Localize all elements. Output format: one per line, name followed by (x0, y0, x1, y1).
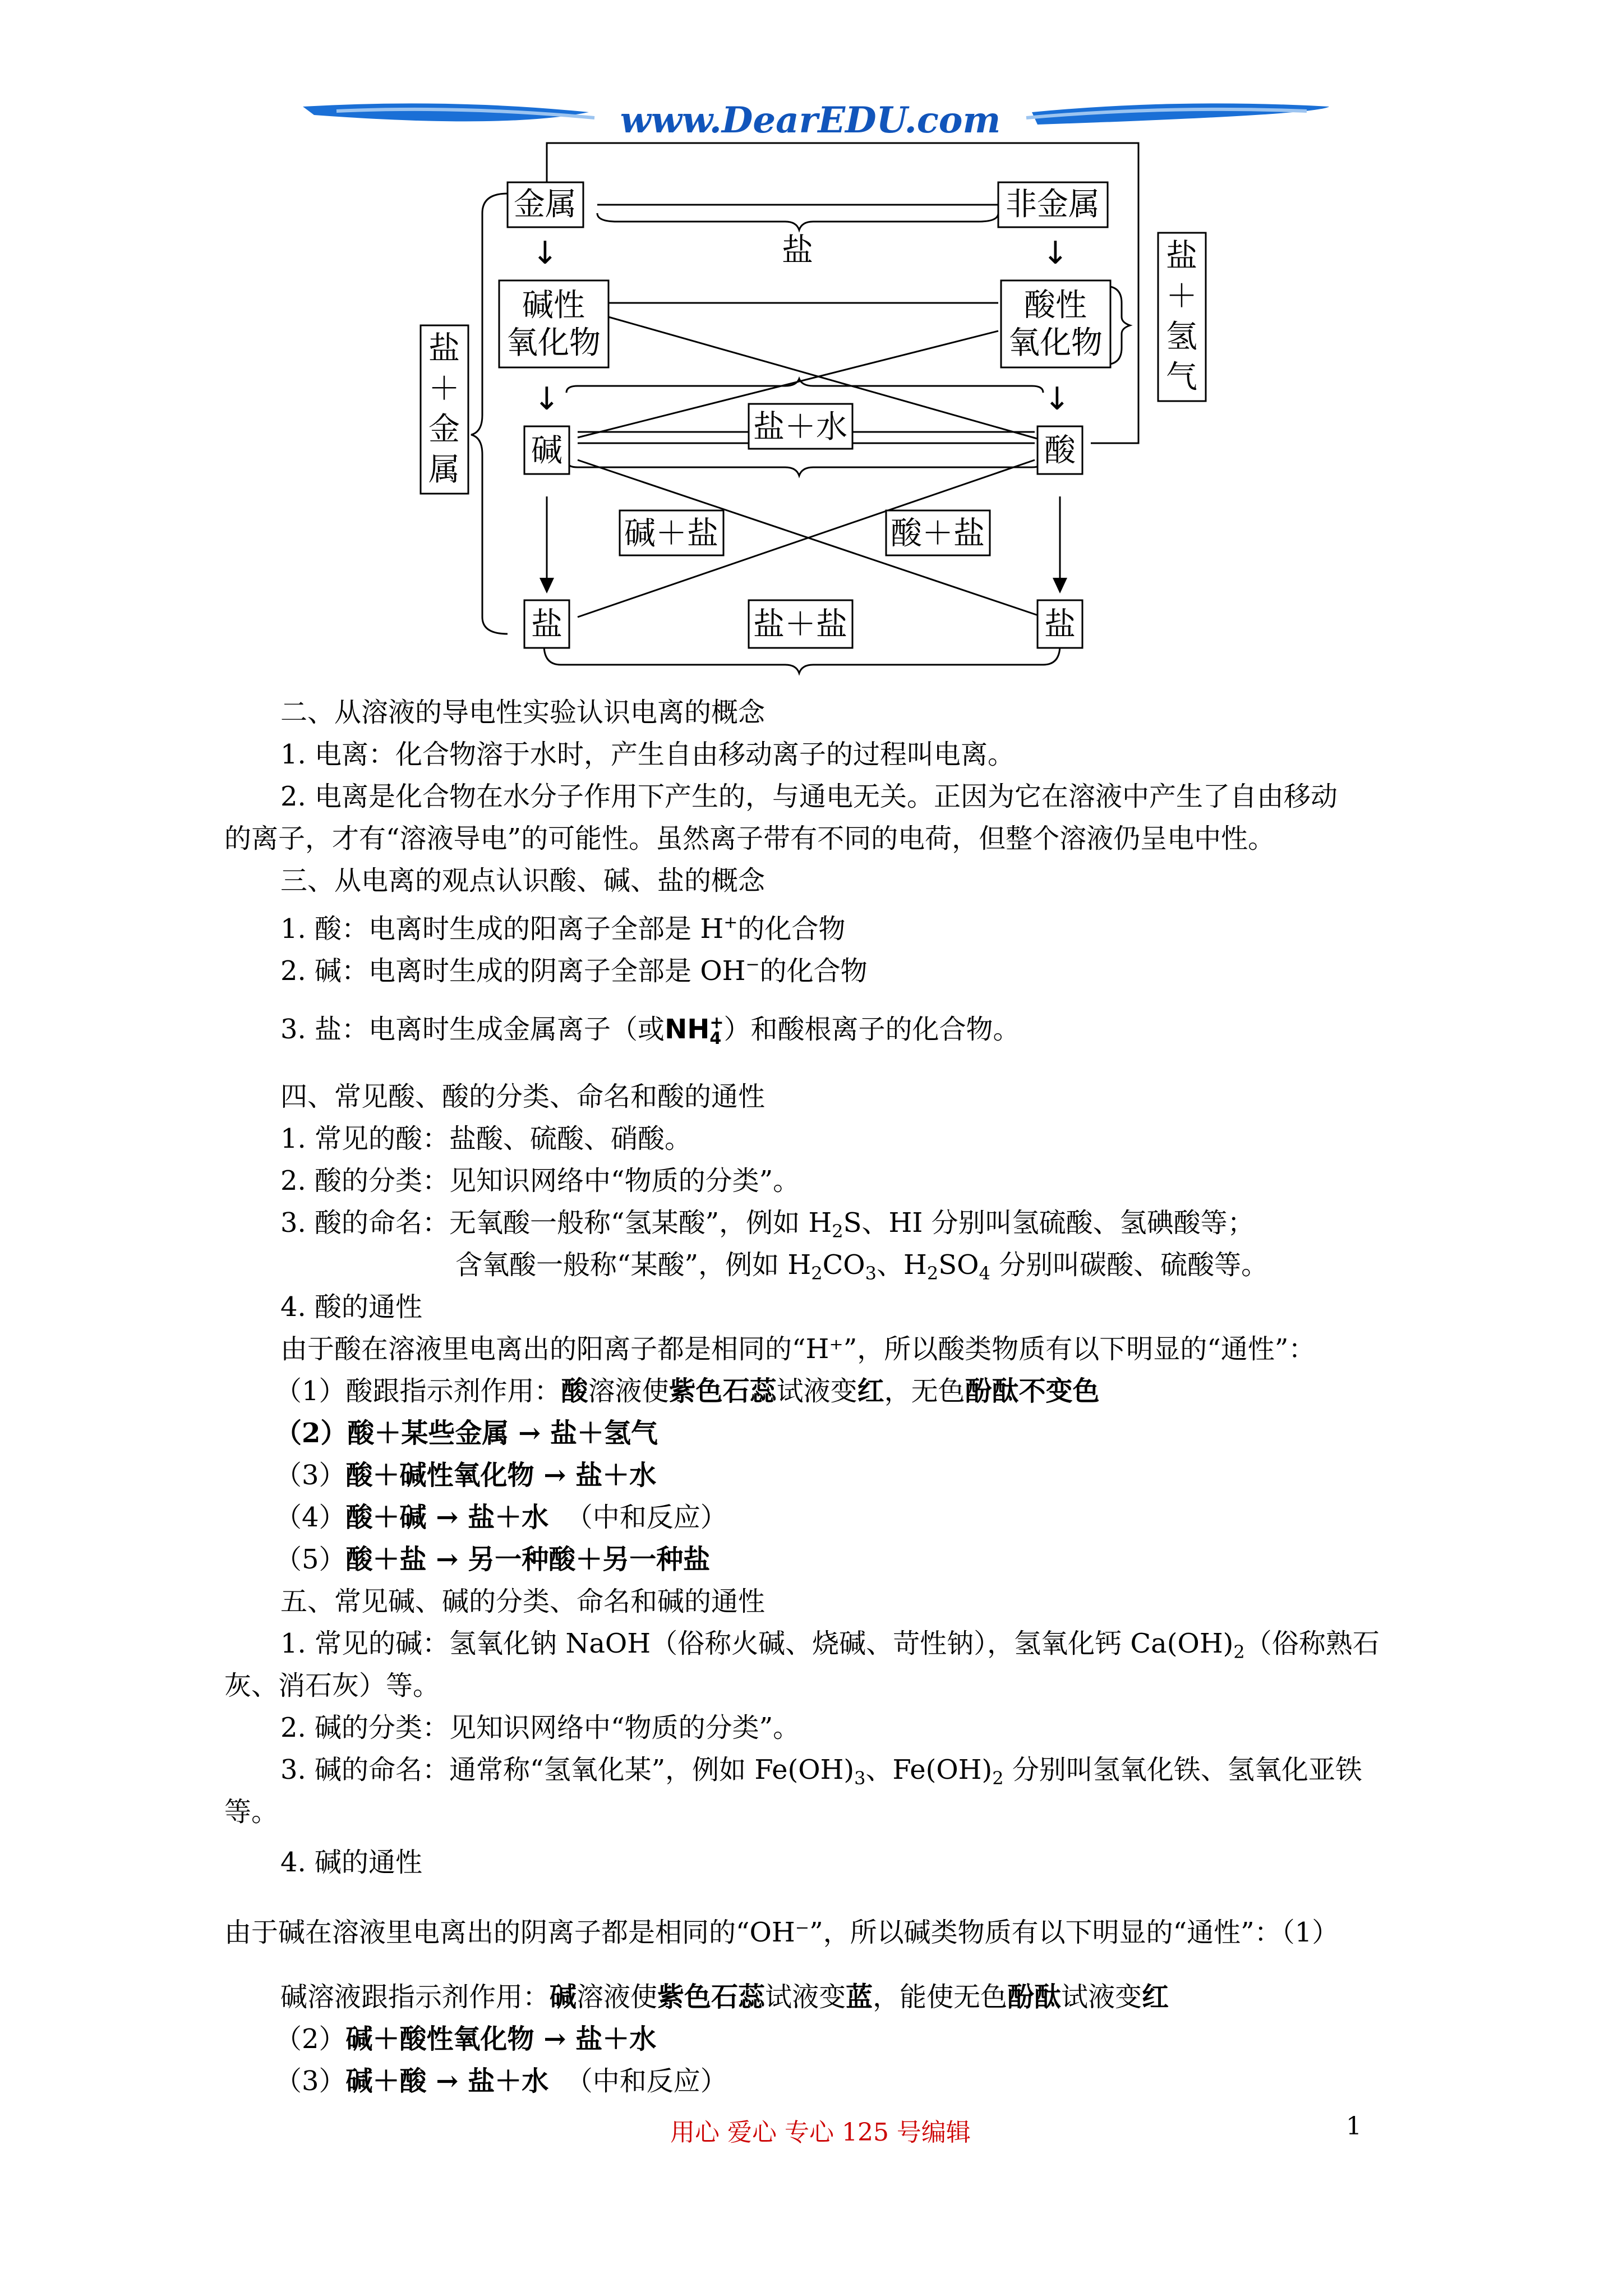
section-4-item-1: 1. 常见的酸：盐酸、硫酸、硝酸。 (280, 1123, 692, 1154)
h2so4-sub-h: 2 (926, 1263, 939, 1284)
acid-property-4 (275, 1501, 727, 1534)
section-2-item-2a: 2. 电离是化合物在水分子作用下产生的，与通电无关。正因为它在溶液中产生了自由移动 (280, 781, 1338, 812)
node-salt-metal-2: ＋ (428, 371, 460, 407)
common-bases-rest: （俗称熟石 (1244, 1628, 1380, 1659)
base-prop1-b4: 酚酞 (1007, 1981, 1062, 2013)
section-5-item-1a (280, 1627, 1380, 1669)
acid-naming-text: 3. 酸的命名：无氧酸一般称“氢某酸”，例如 H (280, 1207, 832, 1239)
section-3-title: 三、从电离的观点认识酸、碱、盐的概念 (280, 865, 766, 896)
acid-property-2: （2）酸＋某些金属 → 盐＋氢气 (275, 1418, 658, 1449)
base-property-3 (275, 2064, 727, 2098)
acid-prop1-t2: 试液变 (776, 1375, 857, 1407)
acid-prop3-num: （3） (275, 1460, 346, 1491)
salt-def-text: 3. 盐：电离时生成金属离子（或 (280, 1014, 665, 1045)
section-5-item-2: 2. 碱的分类：见知识网络中“物质的分类”。 (280, 1712, 800, 1743)
node-basic-oxide-line2: 氧化物 (506, 325, 601, 361)
acid-base-salt-diagram (0, 0, 1623, 690)
base-prop1-t5: 试液变 (1061, 1981, 1142, 2013)
acid-property-1 (275, 1374, 1100, 1408)
section-4-item-3b (455, 1248, 1268, 1290)
acid-prop1-b1: 酸 (561, 1375, 588, 1407)
section-2-item-1: 1. 电离：化合物溶于水时，产生自由移动离子的过程叫电离。 (280, 739, 1015, 770)
footer-text: 用心 爱心 专心 125 号编辑 (670, 2118, 971, 2147)
section-4-title: 四、常见酸、酸的分类、命名和酸的通性 (280, 1081, 766, 1112)
base-prop1-t4: ，能使无色 (873, 1981, 1008, 2013)
oxyacid-rest: 分别叫碳酸、硫酸等。 (990, 1249, 1269, 1281)
base-prop3-text: 碱＋酸 → 盐＋水 (345, 2065, 549, 2097)
base-property-1 (280, 1980, 1169, 2014)
acid-def-text: 1. 酸：电离时生成的阳离子全部是 H (280, 913, 724, 945)
section-4-item-2: 2. 酸的分类：见知识网络中“物质的分类”。 (280, 1165, 800, 1197)
base-property-2 (275, 2022, 656, 2056)
ammonium-charge: + (709, 1013, 724, 1033)
section-5-item-1b: 灰、消石灰）等。 (224, 1670, 440, 1701)
acid-prop5-text: 酸＋盐 → 另一种酸＋另一种盐 (345, 1544, 711, 1575)
ammonium-subscript: 4 (709, 1029, 722, 1048)
node-acid-oxide-line1: 酸性 (1024, 287, 1087, 324)
node-salt-metal-1: 盐 (428, 330, 460, 367)
base-prop1-b1: 碱 (550, 1981, 577, 2013)
node-salt-metal-4: 属 (428, 452, 460, 488)
acid-prop1-b2: 紫色石蕊 (668, 1375, 777, 1407)
section-3-item-3 (280, 1013, 1020, 1047)
base-prop3-note: （中和反应） (565, 2065, 727, 2097)
node-acid: 酸 (1044, 432, 1076, 469)
acid-prop1-b4: 酚酞不变色 (965, 1375, 1100, 1407)
common-bases-text: 1. 常见的碱：氢氧化钠 NaOH（俗称火碱、烧碱、苛性钠），氢氧化钙 Ca(OH) (280, 1628, 1234, 1659)
section-3-item-2 (280, 948, 868, 988)
acid-properties-intro: 由于酸在溶液里电离出的阳离子都是相同的“H⁺”，所以酸类物质有以下明显的“通性”： (280, 1333, 1316, 1365)
acid-def-sup: + (723, 913, 738, 932)
node-salt-salt: 盐＋盐 (753, 606, 847, 643)
label-salt-top: 盐 (782, 232, 813, 269)
node-salt-hydrogen-1: 盐 (1166, 238, 1197, 274)
base-prop1-b5: 红 (1142, 1981, 1169, 2013)
node-acid-salt: 酸＋盐 (891, 516, 985, 552)
acid-prop4-num: （4） (275, 1502, 346, 1533)
base-properties-intro: 由于碱在溶液里电离出的阴离子都是相同的“OH⁻”，所以碱类物质有以下明显的“通性”：（1） (224, 1917, 1339, 1948)
node-acid-oxide-line2: 氧化物 (1008, 325, 1103, 361)
section-3-item-1 (280, 906, 845, 946)
page-number: 1 (1346, 2112, 1362, 2141)
base-prop2-num: （2） (275, 2023, 346, 2055)
node-metal: 金属 (514, 186, 577, 223)
h2s-subscript: 2 (832, 1221, 843, 1242)
acid-prop1-t1: 溶液使 (588, 1375, 669, 1407)
base-naming-rest: 分别叫氢氧化铁、氢氧化亚铁 (1003, 1754, 1362, 1786)
base-prop1-b3: 蓝 (846, 1981, 873, 2013)
arrow-acid-oxide-down: ↓ (1044, 381, 1071, 417)
h2co3-sub-o: 3 (865, 1263, 877, 1284)
base-def-text: 2. 碱：电离时生成的阴离子全部是 OH (280, 955, 746, 987)
h2so4-sub-o: 4 (979, 1263, 990, 1284)
node-basic-oxide-line1: 碱性 (522, 287, 585, 324)
h2so4-h: 、H (877, 1249, 927, 1281)
section-5-item-3b: 等。 (224, 1796, 279, 1828)
node-salt-right: 盐 (1044, 606, 1076, 643)
ammonium-formula (665, 1013, 724, 1048)
header-site-url: www.DearEDU.com (620, 99, 1001, 141)
section-4-item-4: 4. 酸的通性 (280, 1291, 423, 1323)
acid-naming-rest: S、HI 分别叫氢硫酸、氢碘酸等； (843, 1207, 1255, 1239)
h2so4-so: SO (938, 1249, 979, 1281)
arrow-nonmetal-down: ↓ (1042, 235, 1069, 272)
feoh2-formula: 、Fe(OH) (865, 1754, 993, 1786)
base-def-post: 的化合物 (759, 955, 868, 987)
acid-prop5-num: （5） (275, 1544, 346, 1575)
section-5-item-3a (280, 1753, 1362, 1795)
arrow-metal-down: ↓ (532, 235, 559, 272)
section-5-title: 五、常见碱、碱的分类、命名和碱的通性 (280, 1586, 766, 1617)
oxyacid-text: 含氧酸一般称“某酸”，例如 H (455, 1249, 811, 1281)
arrow-basic-oxide-down: ↓ (533, 381, 560, 417)
section-2-item-2b: 的离子，才有“溶液导电”的可能性。虽然离子带有不同的电荷，但整个溶液仍呈电中性。 (224, 823, 1275, 854)
h2co3-sub-h: 2 (811, 1263, 823, 1284)
base-prop2-text: 碱＋酸性氧化物 → 盐＋水 (345, 2023, 657, 2055)
node-base-salt: 碱＋盐 (624, 516, 718, 552)
acid-property-3 (275, 1458, 656, 1492)
acid-prop4-text: 酸＋碱 → 盐＋水 (345, 1502, 549, 1533)
base-prop3-num: （3） (275, 2065, 346, 2097)
feoh2-subscript: 2 (992, 1768, 1004, 1789)
section-4-item-3a (280, 1206, 1255, 1248)
acid-prop3-text: 酸＋碱性氧化物 → 盐＋水 (345, 1460, 657, 1491)
ammonium-nh: NH (665, 1014, 710, 1045)
node-nonmetal: 非金属 (1006, 186, 1100, 223)
base-prop1-b2: 紫色石蕊 (657, 1981, 766, 2013)
section-2-title: 二、从溶液的导电性实验认识电离的概念 (280, 697, 766, 728)
node-salt-hydrogen-2: ＋ (1166, 278, 1197, 315)
node-base: 碱 (531, 432, 562, 469)
section-5-item-4: 4. 碱的通性 (280, 1847, 423, 1878)
h2co3-co: CO (822, 1249, 865, 1281)
feoh3-subscript: 3 (854, 1768, 866, 1789)
caoh2-subscript: 2 (1233, 1641, 1245, 1663)
node-salt-left: 盐 (531, 606, 562, 643)
acid-def-post: 的化合物 (737, 913, 846, 945)
node-salt-water: 盐＋水 (753, 409, 847, 445)
node-salt-hydrogen-3: 氢 (1166, 319, 1197, 355)
node-salt-metal-3: 金 (428, 411, 460, 448)
base-prop1-t3: 试液变 (765, 1981, 846, 2013)
base-prop1-t2: 溶液使 (577, 1981, 658, 2013)
acid-prop1-label: （1）酸跟指示剂作用： (275, 1375, 561, 1407)
acid-property-5 (275, 1543, 710, 1576)
base-prop1-t1: 碱溶液跟指示剂作用： (280, 1981, 550, 2013)
base-def-sup: − (745, 955, 760, 974)
base-naming-text: 3. 碱的命名：通常称“氢氧化某”，例如 Fe(OH) (280, 1754, 855, 1786)
acid-prop1-t3: ，无色 (884, 1375, 965, 1407)
acid-prop1-b3: 红 (857, 1375, 884, 1407)
node-salt-hydrogen-4: 气 (1166, 359, 1197, 395)
acid-prop4-note: （中和反应） (565, 1502, 727, 1533)
salt-def-post: ）和酸根离子的化合物。 (723, 1014, 1020, 1045)
